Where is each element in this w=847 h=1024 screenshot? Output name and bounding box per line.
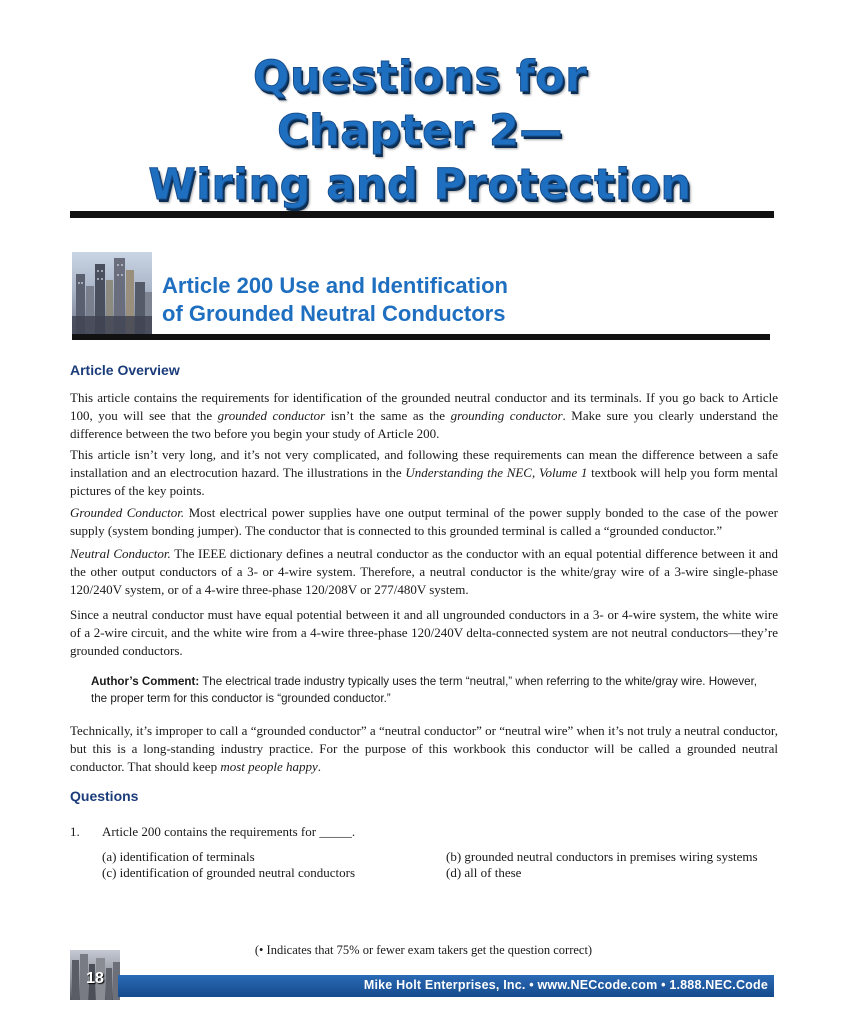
- question-number: 1.: [70, 824, 80, 839]
- questions-heading: Questions: [70, 788, 139, 804]
- choice-a: (a) identification of terminals: [102, 849, 255, 864]
- choice-c: (c) identification of grounded neutral conductors: [102, 865, 356, 880]
- overview-heading: Article Overview: [70, 362, 180, 378]
- chapter-title-line-3: Wiring and Protection: [148, 160, 692, 210]
- city-skyline-image: [72, 252, 152, 336]
- overview-paragraph-5: Since a neutral conductor must have equal potential between it and all ungrounded conductors in a 3- or 4-wire system, the white wire of a 2-wire circuit, and the white wire from a 4-wire three-phase 120/240V delta-connected system are not neutral conductors—they’re grounded conductors.: [70, 607, 778, 658]
- footnote: (• Indicates that 75% or fewer exam takers get the question correct): [254, 943, 593, 957]
- choice-b: (b) grounded neutral conductors in premises wiring systems: [446, 849, 758, 864]
- overview-paragraph-6: Technically, it’s improper to call a “grounded conductor” a “neutral conductor” or “neutral wire” when it’s not truly a neutral conductor, but this is a long-standing industry practice. For the purpose of this workbook this conductor will be called a grounded neutral conductor. That should keep most people happy.: [70, 723, 778, 774]
- grounded-conductor-paragraph: Grounded Conductor. Most electrical power supplies have one output terminal of the power supply bonded to the case of the power supply (system bonding jumper). The conductor that is connected to this grounded terminal is called a “grounded conductor.”: [70, 505, 778, 538]
- chapter-title-line-1: Questions for: [253, 52, 587, 102]
- footer-text: Mike Holt Enterprises, Inc. • www.NECcode.com • 1.888.NEC.Code: [363, 978, 768, 992]
- article-banner: [70, 252, 770, 344]
- footer-bar: [118, 975, 774, 997]
- choice-d: (d) all of these: [446, 865, 522, 880]
- overview-paragraph-2: This article isn’t very long, and it’s not very complicated, and following these requirements can mean the difference between a safe installation and an electrocution hazard. The illustrations in the Understanding the NEC, Volume 1 textbook will help you form mental pictures of the key points.: [70, 447, 778, 498]
- article-divider: [72, 334, 770, 340]
- authors-comment: Author’s Comment: The electrical trade industry typically uses the term “neutral,” when referring to the white/gray wire. However, the proper term for this conductor is “grounded conductor.”: [91, 675, 758, 705]
- title-divider: [70, 211, 774, 218]
- article-heading: [162, 272, 722, 328]
- question-text: Article 200 contains the requirements for _____.: [102, 824, 356, 839]
- article-heading-line-2: of Grounded Neutral Conductors: [162, 301, 506, 326]
- article-heading-line-1: Article 200 Use and Identification: [162, 273, 508, 298]
- footer-image: [70, 950, 120, 1000]
- chapter-title: [70, 50, 770, 212]
- page-number: 18: [86, 970, 104, 987]
- neutral-conductor-paragraph: Neutral Conductor. The IEEE dictionary defines a neutral conductor as the conductor with an equal potential difference between it and the other output conductors of a 3- or 4-wire system. Therefore, a neutral conductor is the white/gray wire of a 3-wire single-phase 120/240V system, or of a 4-wire three-phase 120/208V or 277/480V system.: [70, 546, 778, 597]
- overview-paragraph-1: This article contains the requirements for identification of the grounded neutral conductor and its terminals. If you go back to Article 100, you will see that the grounded conductor isn’t the same as the grounding conductor. Make sure you clearly understand the difference between the two before you begin your study of Article 200.: [70, 390, 779, 441]
- chapter-title-line-2: Chapter 2—: [277, 106, 563, 156]
